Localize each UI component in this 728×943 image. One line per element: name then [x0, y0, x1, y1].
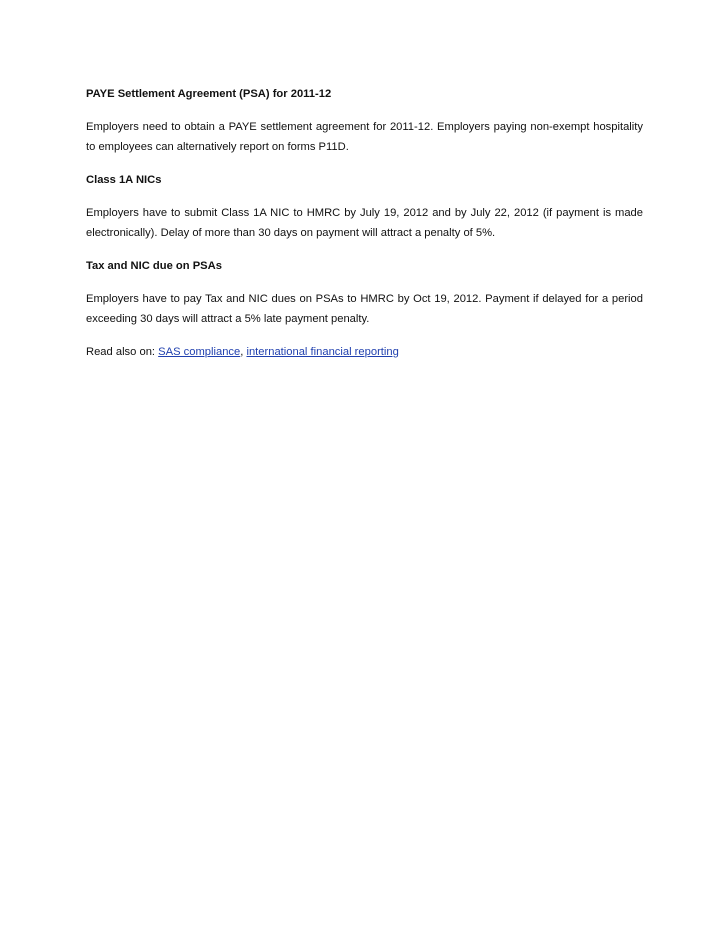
read-also-separator: , — [240, 346, 247, 358]
section-heading-tax-nic-psas: Tax and NIC due on PSAs — [86, 260, 222, 272]
read-also-prefix: Read also on: — [86, 346, 159, 358]
section-body-class-1a-nics: Employers have to submit Class 1A NIC to HMRC by July 19, 2012 and by July 22, 2012 (if payment is made electronically). Delay of more than 30 days on payment will attract a penalty of 5%. — [86, 207, 643, 239]
international-financial-reporting-link[interactable]: international financial reporting — [246, 346, 399, 358]
document-page — [86, 84, 643, 362]
section-heading-psa: PAYE Settlement Agreement (PSA) for 2011-12 — [86, 88, 332, 100]
sas-compliance-link[interactable]: SAS compliance — [158, 346, 241, 358]
section-body-psa: Employers need to obtain a PAYE settlement agreement for 2011-12. Employers paying non-exempt hospitality to employees can alternatively report on forms P11D. — [86, 121, 643, 153]
section-body-tax-nic-psas: Employers have to pay Tax and NIC dues on PSAs to HMRC by Oct 19, 2012. Payment if delayed for a period exceeding 30 days will attract a 5% late payment penalty. — [86, 293, 643, 325]
section-heading-class-1a-nics: Class 1A NICs — [86, 174, 162, 186]
read-also-line — [86, 342, 643, 362]
